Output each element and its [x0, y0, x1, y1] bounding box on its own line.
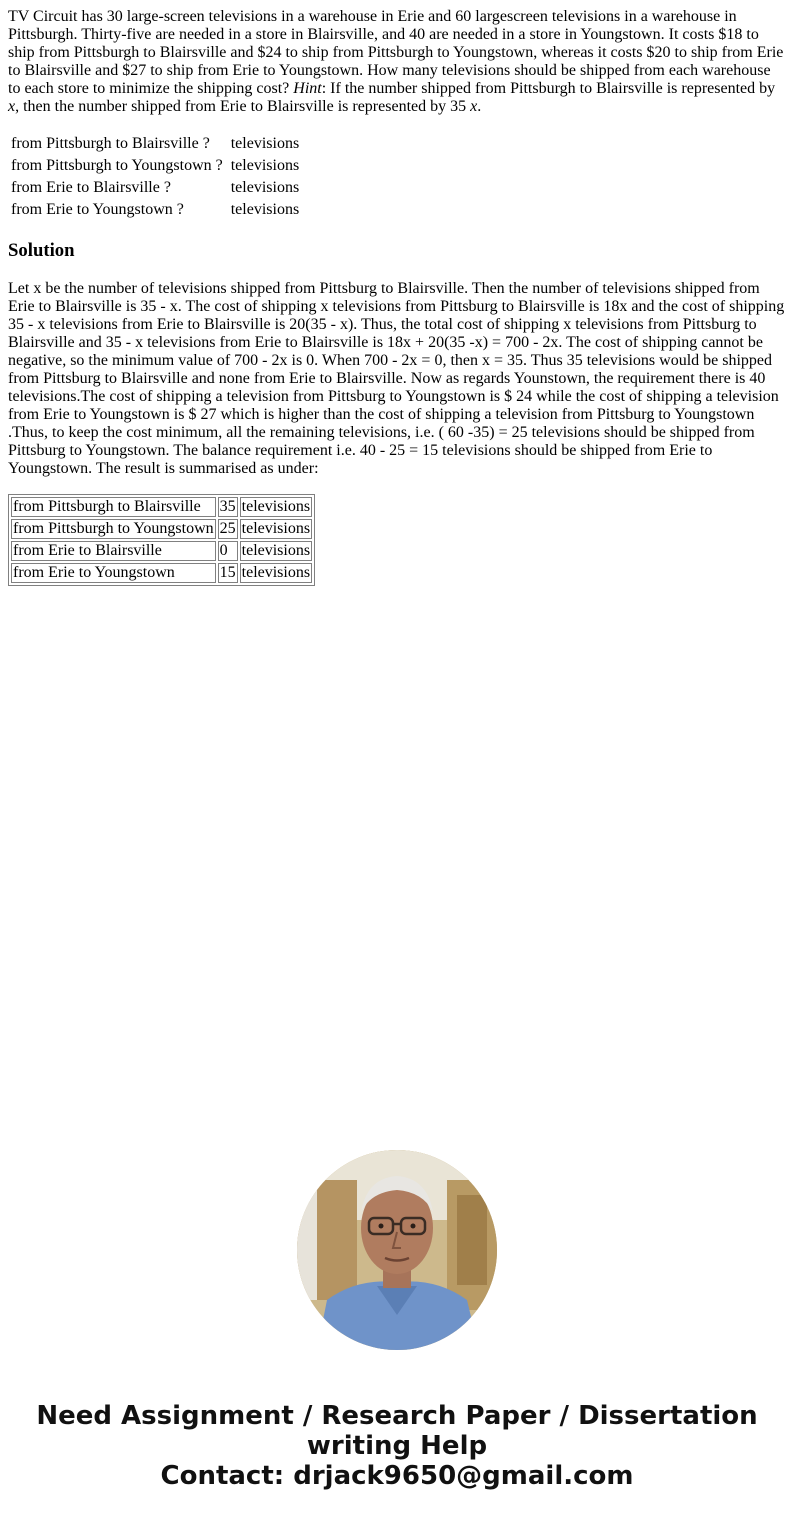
- question-label: from Erie to Youngstown ?: [11, 201, 184, 218]
- answer-route: from Pittsburgh to Blairsville: [11, 497, 216, 517]
- answer-unit: televisions: [241, 564, 311, 581]
- question-table: [8, 132, 302, 222]
- answer-unit: televisions: [241, 542, 311, 559]
- avatar: [297, 1150, 497, 1350]
- question-label: from Erie to Blairsville ?: [11, 179, 171, 196]
- variable-x: x: [8, 98, 16, 115]
- problem-text-1: TV Circuit has 30 large-screen televisions in a warehouse in Erie and 60 largescreen televisions in a warehouse in Pittsburgh. Thirty-five are needed in a store in Blairsville, and 40 are needed in a store in Youngstown. It costs $18 to ship from Pittsburgh to Blairsville and $24 to ship from Pittsburgh to Youngstown, whereas it costs $20 to ship from Erie to Blairsville and $27 to ship from Erie to Youngstown. How many televisions should be shipped from each warehouse to each store to minimize the shipping cost?: [8, 8, 784, 97]
- question-unit: televisions: [230, 135, 300, 152]
- variable-x: x: [470, 98, 478, 115]
- author-photo: [297, 1150, 497, 1350]
- answer-unit: televisions: [241, 520, 311, 537]
- promo-section: [0, 1150, 794, 1491]
- problem-text-3: , then the number shipped from Erie to Blairsville is represented by 35: [15, 98, 471, 115]
- table-row: [11, 563, 312, 583]
- table-row: [11, 519, 312, 539]
- solution-body: Let x be the number of televisions shipped from Pittsburg to Blairsville. Then the number of televisions shipped from Erie to Blairsville is 35 - x. The cost of shipping x televisions from Pittsburg to Blairsville is 18x and the cost of shipping 35 - x televisions from Erie to Blairsville is 20(35 - x). Thus, the total cost of shipping x televisions from Pittsburg to Blairsville and 35 - x televisions from Erie to Blairsville is 18x + 20(35 -x) = 700 - 2x. The cost of shipping cannot be negative, so the minimum value of 700 - 2x is 0. When 700 - 2x = 0, then x = 35. Thus 35 televisions would be shipped from Pittsburg to Blairsville and none from Erie to Blairsville. Now as regards Younstown, the requirement there is 40 televisions.The cost of shipping a television from Pittsburg to Youngstown is $ 24 while the cost of shipping a television from Erie to Youngstown is $ 27 which is higher than the cost of shipping a television from Pittsburg to Youngstown .Thus, to keep the cost minimum, all the remaining televisions, i.e. ( 60 -35) = 25 televisions should be shipped from Pittsburg to Youngstown. The balance requirement i.e. 40 - 25 = 15 televisions should be shipped from Erie to Youngstown. The result is summarised as under:: [8, 280, 785, 477]
- answer-count: 15: [219, 564, 236, 581]
- problem-text-2: : If the number shipped from Pittsburgh to Blairsville is represented by: [321, 80, 776, 97]
- table-row: [10, 134, 300, 154]
- answer-route: from Erie to Youngstown: [11, 563, 216, 583]
- question-unit: televisions: [230, 201, 300, 218]
- table-row: [11, 541, 312, 561]
- question-label: from Pittsburgh to Youngstown ?: [11, 157, 223, 174]
- solution-heading: Solution: [8, 240, 75, 261]
- answer-route: from Erie to Blairsville: [11, 541, 216, 561]
- answer-table: [8, 494, 315, 586]
- answer-route: from Pittsburgh to Youngstown: [13, 520, 214, 537]
- table-row: [11, 497, 312, 517]
- promo-contact: Contact: drjack9650@gmail.com: [160, 1461, 634, 1491]
- table-row: [10, 178, 300, 198]
- answer-count: 25: [219, 520, 236, 537]
- problem-statement: [8, 8, 786, 116]
- hint-label: Hint: [293, 80, 322, 97]
- answer-unit: televisions: [241, 498, 311, 515]
- promo-line-2: writing Help: [306, 1431, 488, 1461]
- question-unit: televisions: [230, 157, 300, 174]
- promo-text: [0, 1401, 794, 1491]
- answer-count: 35: [219, 498, 236, 515]
- document-body: [8, 8, 786, 586]
- question-unit: televisions: [230, 179, 300, 196]
- table-row: [10, 200, 300, 220]
- answer-count: 0: [218, 541, 238, 561]
- promo-line-1: Need Assignment / Research Paper / Dissertation: [36, 1401, 758, 1431]
- table-row: [10, 156, 300, 176]
- problem-text-4: .: [477, 98, 482, 115]
- question-label: from Pittsburgh to Blairsville ?: [11, 135, 210, 152]
